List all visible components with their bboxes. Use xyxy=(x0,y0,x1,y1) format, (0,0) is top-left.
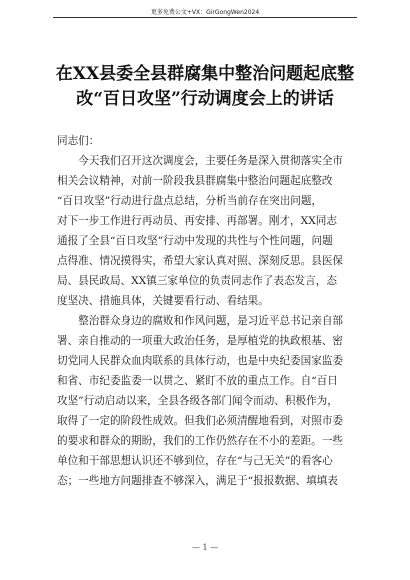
body-line: 态；一些地方问题排查不够深入，满足于“报报数据、填填表 xyxy=(57,475,338,487)
body-line: 单位和干部思想认识还不够到位，存在“与己无关”的看客心 xyxy=(57,455,333,467)
header-watermark: 更多免费公文+VX：GirGongWen2024 xyxy=(150,9,260,16)
body-line: 同志们： xyxy=(57,135,100,147)
document-title xyxy=(44,62,366,112)
body-line: 的要求和群众的期盼，我们的工作仍然存在不小的差距。一些 xyxy=(57,435,344,447)
body-line: 对下一步工作进行再动员、再安排、再部署。刚才，XX同志 xyxy=(57,215,337,227)
page-number: — 1 — xyxy=(191,543,219,552)
body-line: 度坚决、措施具体，关键要看行动、看结果。 xyxy=(57,295,269,307)
document-body xyxy=(57,131,355,491)
title-line-1: 在XX县委全县群腐集中整治问题起底整 xyxy=(55,64,355,84)
body-line: 相关会议精神，对前一阶段我县群腐集中整治问题起底整改 xyxy=(57,175,333,187)
body-line: 署、亲自推动的一项重大政治任务，是厚植党的执政根基、密 xyxy=(57,335,344,347)
body-line: 攻坚”行动启动以来，全县各级各部门闻令而动、积极作为， xyxy=(57,395,338,407)
body-line: 整治群众身边的腐败和作风问题，是习近平总书记亲自部 xyxy=(57,315,344,327)
body-line: 取得了一定的阶段性成效。但我们必须清醒地看到，对照市委 xyxy=(57,415,344,427)
body-line: 点得准、情况摸得实，希望大家认真对照、深刻反思。县医保 xyxy=(57,255,344,267)
body-line: 今天我们召开这次调度会，主要任务是深入贯彻落实全市 xyxy=(57,155,344,167)
body-line: 局、县民政局、XX镇三家单位的负责同志作了表态发言，态 xyxy=(57,275,337,287)
body-line: 切党同人民群众血肉联系的具体行动，也是中央纪委国家监委 xyxy=(57,355,344,367)
body-line: “百日攻坚”行动进行盘点总结，分析当前存在突出问题， xyxy=(57,195,323,207)
header-divider xyxy=(53,17,357,18)
title-line-2: 改“百日攻坚”行动调度会上的讲话 xyxy=(76,89,334,109)
body-line: 通报了全县“百日攻坚”行动中发现的共性与个性问题，问题 xyxy=(57,235,333,247)
body-line: 和省、市纪委监委一以贯之、紧盯不放的重点工作。自“百日 xyxy=(57,375,338,387)
